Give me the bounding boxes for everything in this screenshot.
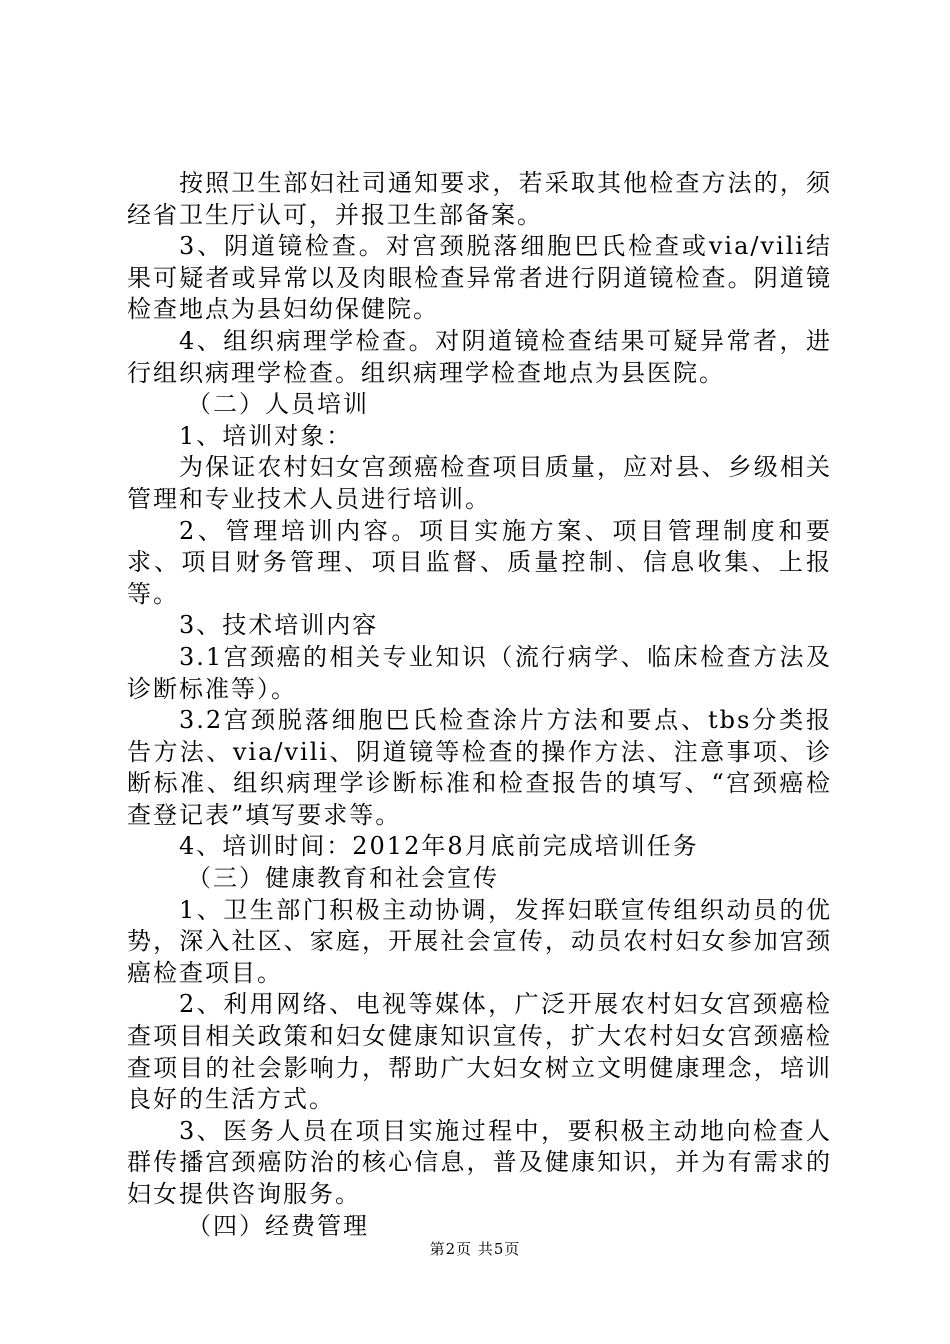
paragraph-technical-training: 3、技术培训内容 [179,611,379,640]
paragraph-notice: 按照卫生部妇社司通知要求，若采取其他检查方法的，须经省卫生厅认可，并报卫生部备案。 [127,169,832,229]
section-heading-health-education: （三）健康教育和社会宣传 [187,864,499,893]
paragraph-education-3: 3、医务人员在项目实施过程中，要积极主动地向检查人群传播宫颈癌防治的核心信息，普及健康知识，并为有需求的妇女提供咨询服务。 [127,1116,832,1208]
paragraph-education-1: 1、卫生部门积极主动协调，发挥妇联宣传组织动员的优势，深入社区、家庭，开展社会宣传，动员农村妇女参加宫颈癌检查项目。 [127,895,832,987]
paragraph-training-target: 1、培训对象： [179,421,353,450]
paragraph-training-target-detail: 为保证农村妇女宫颈癌检查项目质量，应对县、乡级相关管理和专业技术人员进行培训。 [127,453,832,513]
section-heading-funding: （四）经费管理 [187,1211,369,1240]
paragraph-training-time: 4、培训时间：2012年8月底前完成培训任务 [179,832,699,861]
paragraph-technical-3-2: 3.2宫颈脱落细胞巴氏检查涂片方法和要点、tbs分类报告方法、via/vili、阴道镜等检查的操作方法、注意事项、诊断标准、组织病理学诊断标准和检查报告的填写、“宫颈癌检查登记表”填写要求等。 [127,706,832,829]
paragraph-colposcopy: 3、阴道镜检查。对宫颈脱落细胞巴氏检查或via/vili结果可疑者或异常以及肉眼检查异常者进行阴道镜检查。阴道镜检查地点为县妇幼保健院。 [127,232,832,324]
paragraph-technical-3-1: 3.1宫颈癌的相关专业知识（流行病学、临床检查方法及诊断标准等）。 [127,642,832,703]
paragraph-education-2: 2、利用网络、电视等媒体，广泛开展农村妇女宫颈癌检查项目相关政策和妇女健康知识宣传，扩大农村妇女宫颈癌检查项目的社会影响力，帮助广大妇女树立文明健康理念，培训良好的生活方式。 [127,990,832,1114]
paragraph-management-training: 2、管理培训内容。项目实施方案、项目管理制度和要求、项目财务管理、项目监督、质量控制、信息收集、上报等。 [127,516,832,608]
section-heading-training: （二）人员培训 [187,390,369,419]
page-number-footer: 第2页 共5页 [429,1240,521,1258]
document-body [127,168,832,1242]
paragraph-histopathology: 4、组织病理学检查。对阴道镜检查结果可疑异常者，进行组织病理学检查。组织病理学检查地点为县医院。 [127,326,832,387]
